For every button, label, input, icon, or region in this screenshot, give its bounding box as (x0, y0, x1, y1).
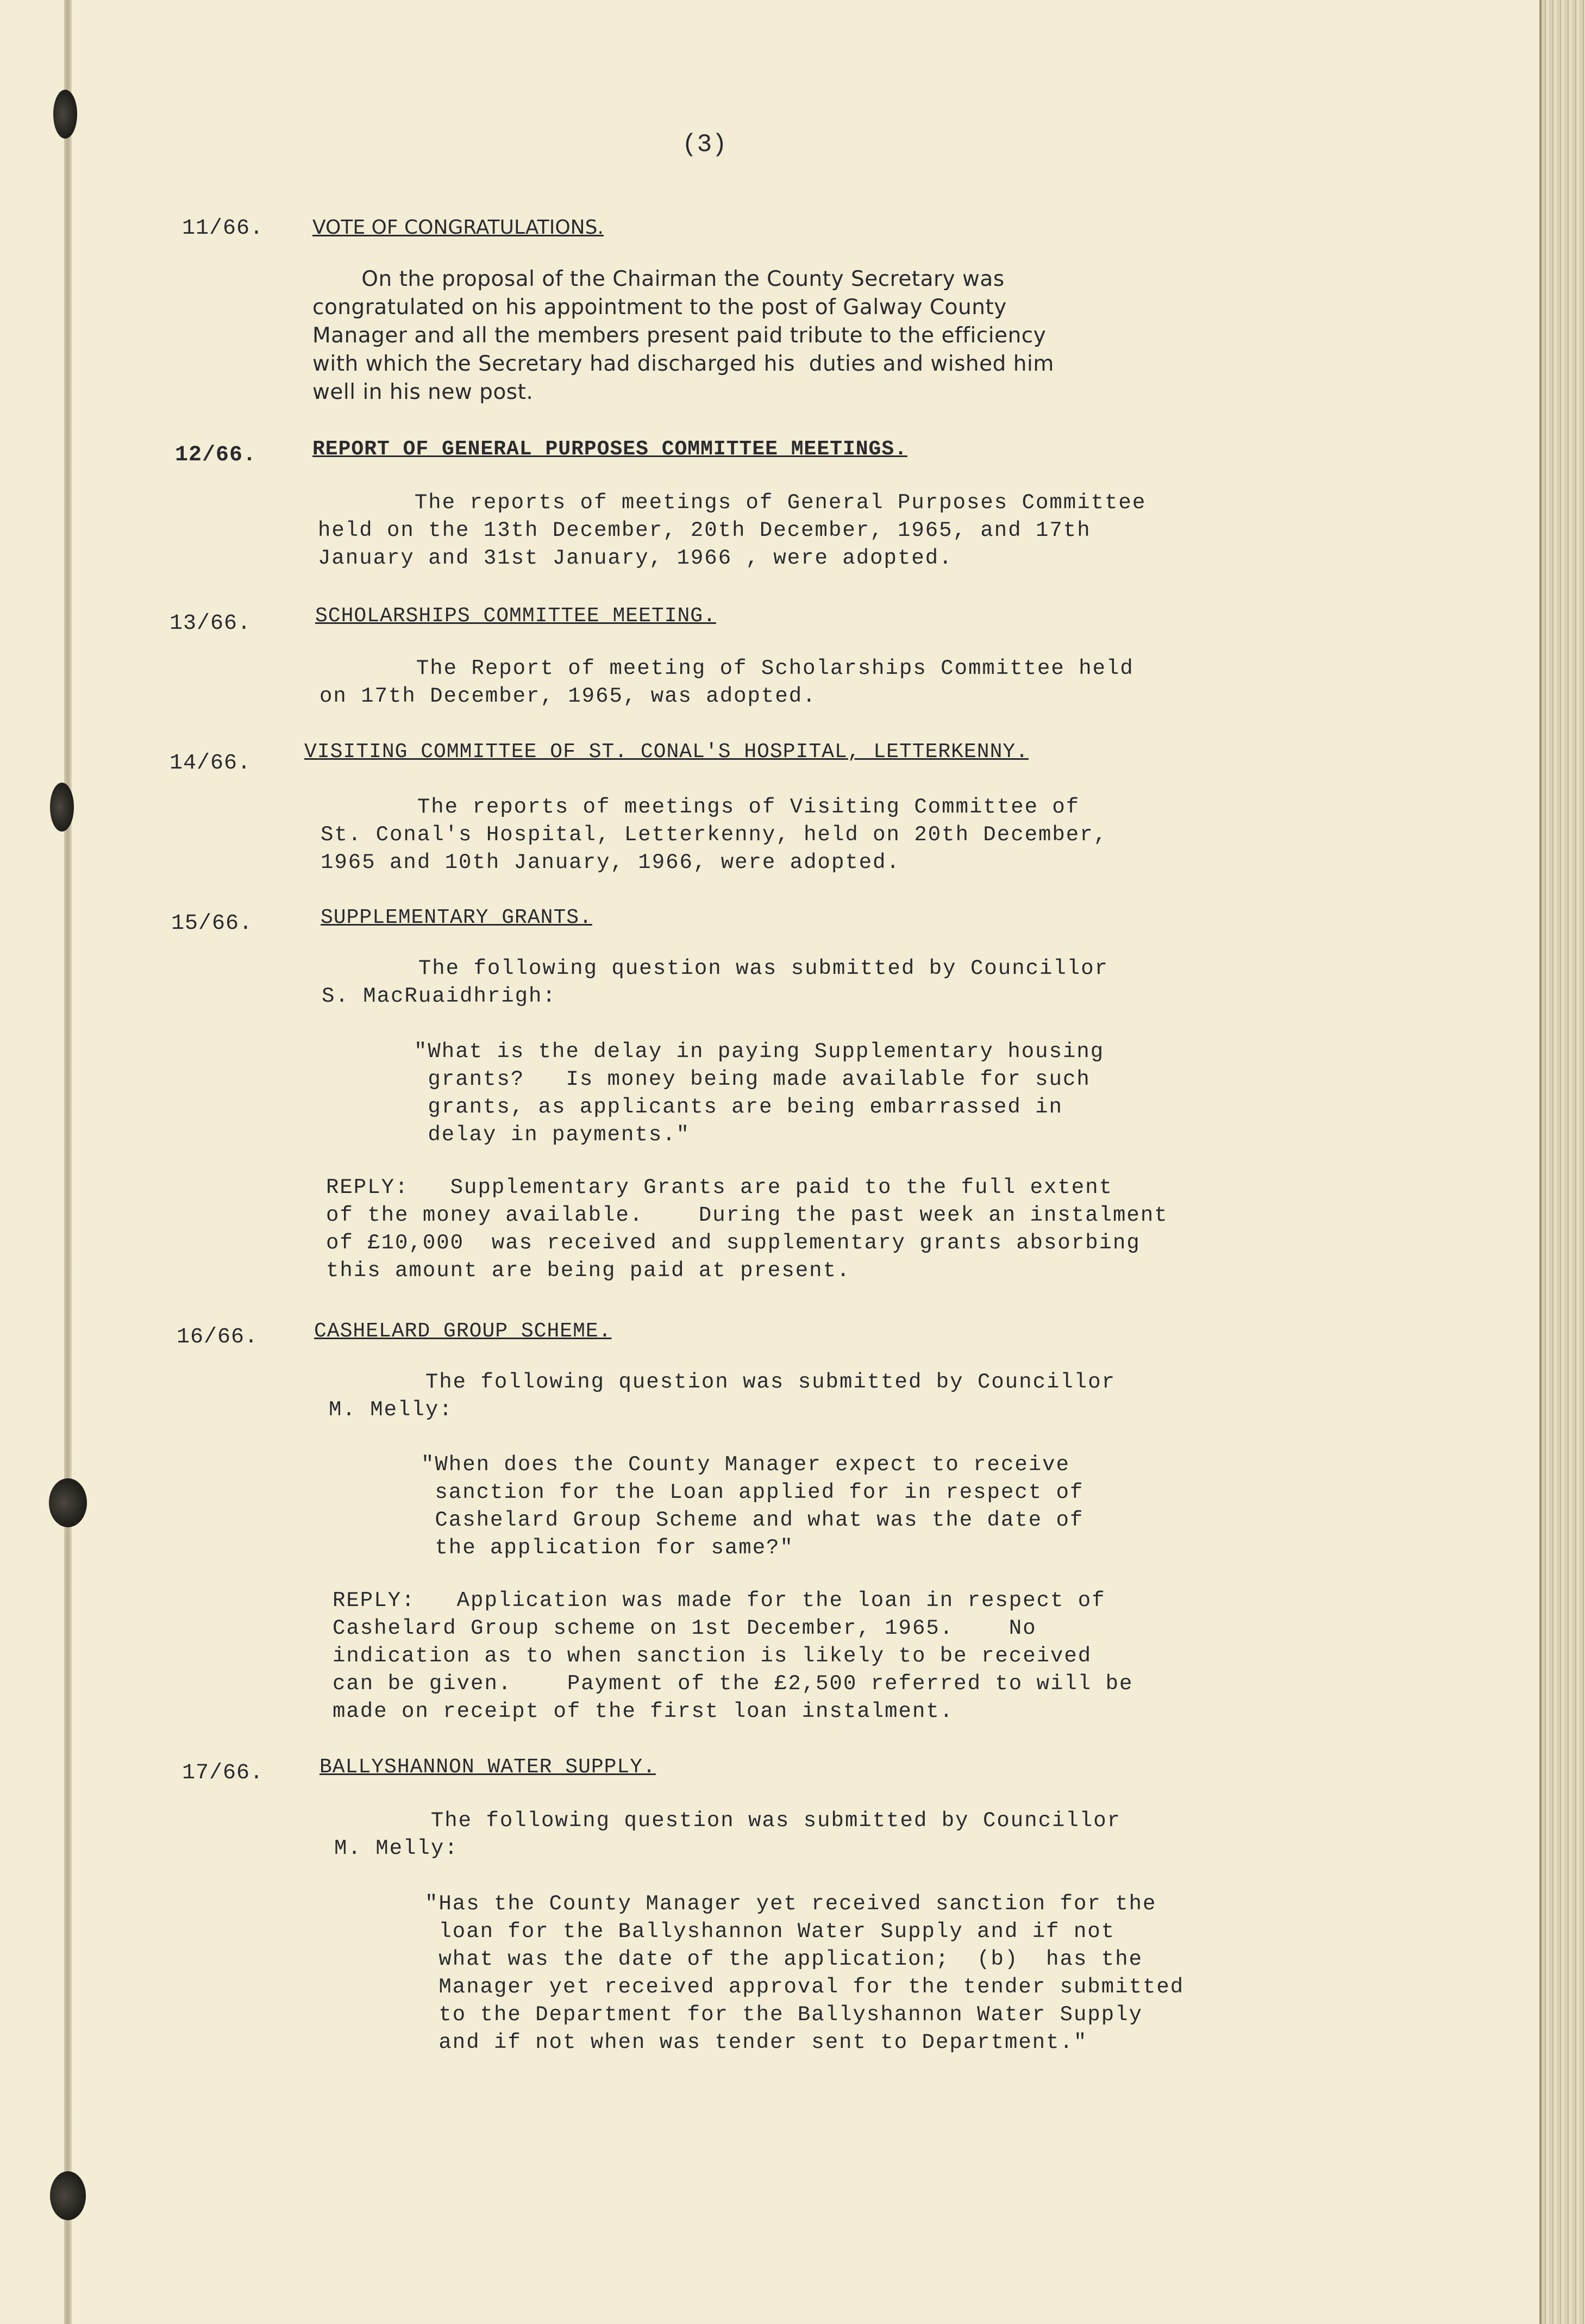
item-body: The Report of meeting of Scholarships Committee held on 17th December, 1965, was adopted. (319, 657, 1134, 708)
question-quote: "Has the County Manager yet received sanction for the loan for the Ballyshannon Water Supply and if not what was the date of the application; (b) has the Manager yet received approval for the tender submitted to the Department for the Ballyshannon Water Supply and if not when was tender sent to Department." (425, 1892, 1185, 2054)
binding-spine (64, 0, 72, 2324)
item-body: The reports of meetings of Visiting Committee of St. Conal's Hospital, Letterkenny, held on 20th December, 1965 and 10th January, 1966, were adopted. (321, 795, 1108, 874)
item-body: The following question was submitted by Councillor M. Melly: (329, 1370, 1116, 1422)
item-body: The reports of meetings of General Purposes Committee held on the 13th December, 20th December, 1965, and 17th January and 31st January, 1966 , were adopted. (318, 491, 1147, 570)
item-number: 15/66. (171, 911, 253, 936)
item-body: The following question was submitted by Councillor M. Melly: (334, 1809, 1122, 1860)
reply-text: REPLY: Supplementary Grants are paid to the full extent of the money available. During the past week an instalment of £10,000 was received and supplementary grants absorbing this amount are being paid at present. (326, 1176, 1168, 1283)
item-heading: SUPPLEMENTARY GRANTS. (321, 906, 592, 929)
binder-hole-icon (50, 783, 74, 832)
item-heading: REPORT OF GENERAL PURPOSES COMMITTEE MEETINGS. (312, 438, 907, 461)
item-number: 14/66. (170, 751, 252, 776)
item-heading: CASHELARD GROUP SCHEME. (314, 1320, 612, 1343)
item-number: 12/66. (175, 443, 257, 467)
binder-hole-icon (49, 1478, 87, 1527)
item-heading: SCHOLARSHIPS COMMITTEE MEETING. (315, 604, 716, 628)
item-heading: VISITING COMMITTEE OF ST. CONAL'S HOSPITAL, LETTERKENNY. (304, 740, 1029, 764)
item-number: 11/66. (182, 216, 264, 241)
item-number: 16/66. (177, 1325, 259, 1350)
item-body: On the proposal of the Chairman the County Secretary was congratulated on his appointment to the post of Galway County Manager and all the members present paid tribute to the efficiency with which the Secretary had discharged his duties and wished him well in his new post. (312, 267, 1054, 404)
reply-text: REPLY: Application was made for the loan in respect of Cashelard Group scheme on 1st December, 1965. No indication as to when sanction is likely to be received can be given. Payment of the £2,500 referred to will be made on receipt of the first loan instalment. (333, 1589, 1133, 1723)
item-number: 13/66. (170, 611, 252, 636)
question-quote: "When does the County Manager expect to receive sanction for the Loan applied for in respect of Cashelard Group Scheme and what was the date of the application for same?" (421, 1453, 1084, 1560)
item-body: The following question was submitted by Councillor S. MacRuaidhrigh: (322, 957, 1109, 1008)
page-number: (3) (682, 130, 727, 159)
item-heading: BALLYSHANNON WATER SUPPLY. (319, 1756, 656, 1779)
binder-hole-icon (50, 2171, 86, 2220)
binder-hole-icon (53, 90, 77, 139)
question-quote: "What is the delay in paying Supplementary housing grants? Is money being made available for such grants, as applicants are being embarrassed in delay in payments." (414, 1040, 1105, 1147)
stacked-page-edges (1542, 0, 1585, 2324)
item-heading: VOTE OF CONGRATULATIONS. (312, 216, 604, 239)
item-number: 17/66. (182, 1761, 264, 1785)
